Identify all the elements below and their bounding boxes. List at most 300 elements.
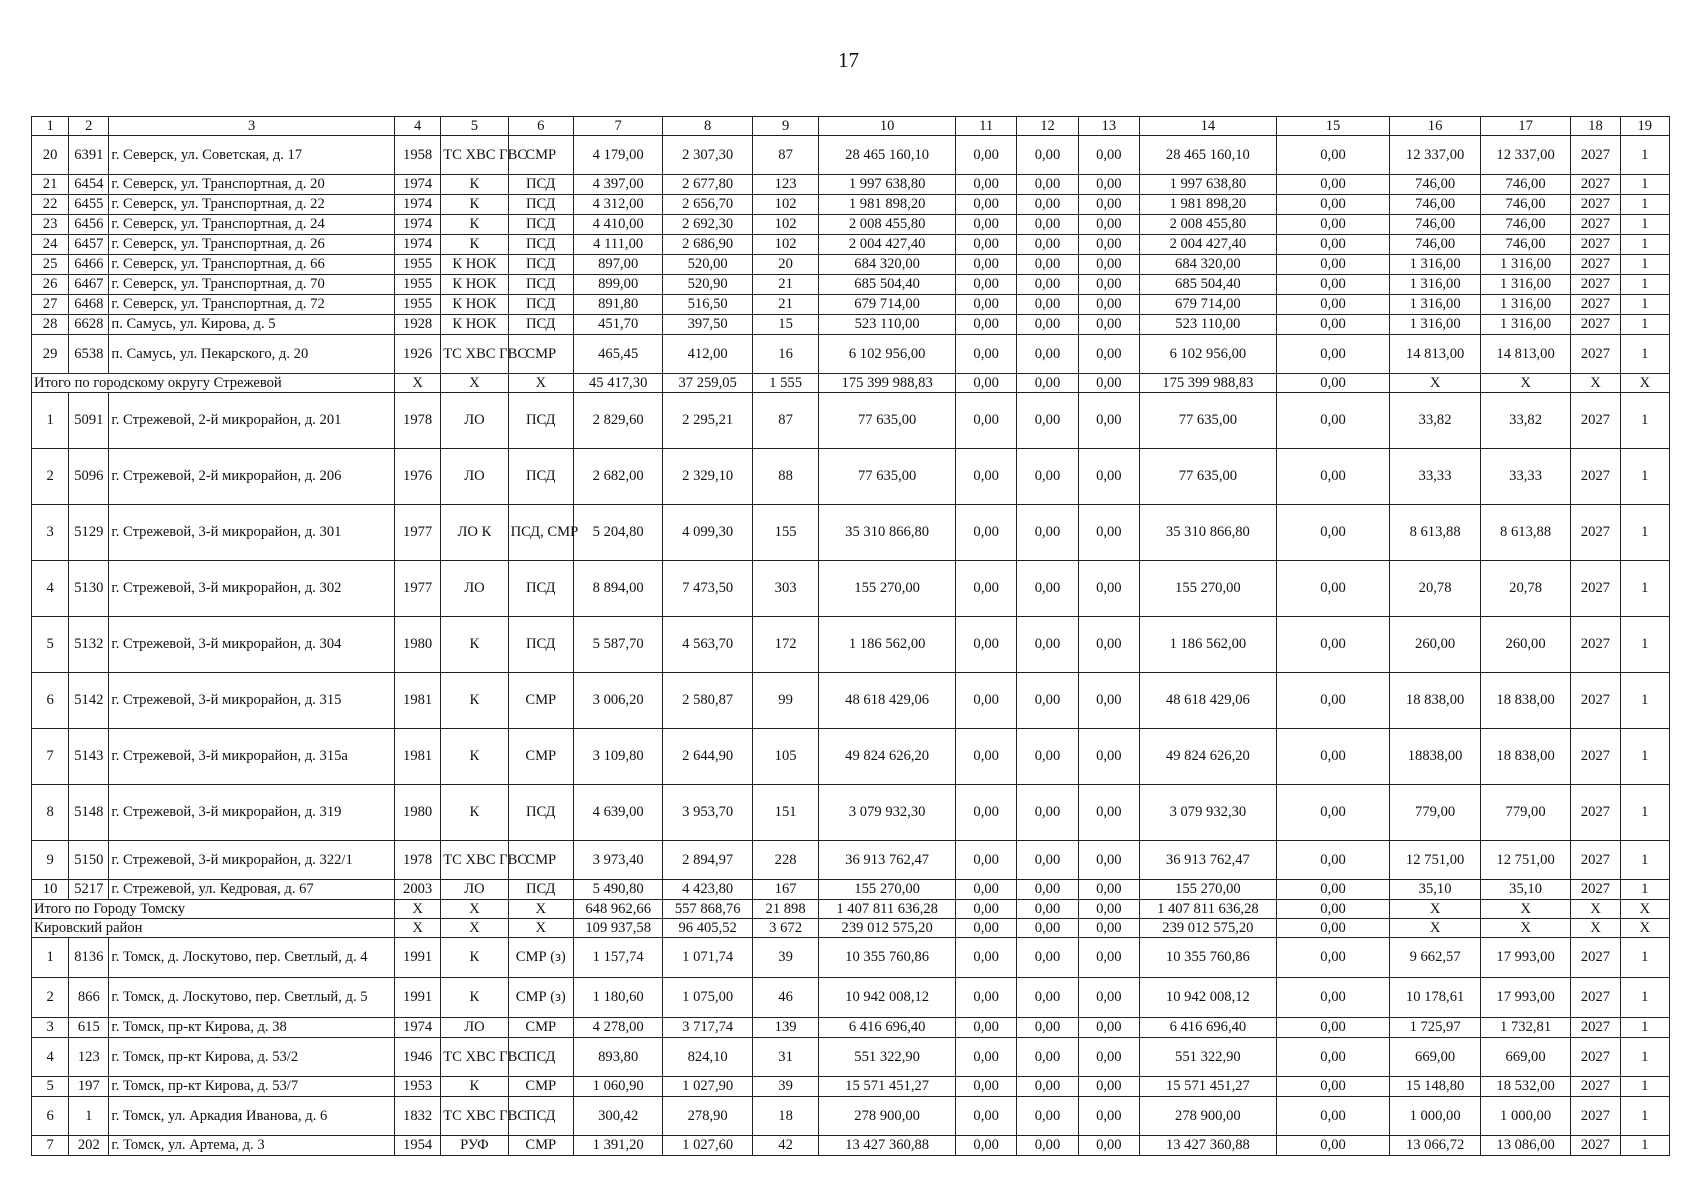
table-cell: 1 [1620,255,1669,275]
table-cell: 648 962,66 [573,900,662,919]
subtotal-label: Итого по городскому округу Стрежевой [32,374,395,393]
table-cell: 13 427 360,88 [819,1136,956,1156]
table-cell: 1 075,00 [663,978,752,1018]
table-cell: Х [508,900,573,919]
table-cell: 4 [32,561,69,617]
table-cell: ЛО [441,393,508,449]
table-cell: 1 732,81 [1480,1018,1570,1038]
table-cell: 20 [32,136,69,175]
table-cell: 6466 [69,255,109,275]
table-cell: 6456 [69,215,109,235]
table-cell: ПСД, СМР [508,505,573,561]
table-cell: ПСД [508,1097,573,1136]
table-cell: 155 270,00 [819,561,956,617]
table-cell: 28 465 160,10 [819,136,956,175]
table-cell: Х [1390,919,1480,938]
table-cell: ПСД [508,175,573,195]
address-cell: г. Северск, ул. Транспортная, д. 22 [109,195,395,215]
table-cell: 88 [752,449,818,505]
table-cell: 0,00 [1078,295,1139,315]
table-cell: 0,00 [1017,374,1078,393]
table-cell: 1 316,00 [1480,275,1570,295]
table-cell: 197 [69,1077,109,1097]
table-cell: 3 079 932,30 [819,785,956,841]
table-cell: 1958 [394,136,440,175]
table-cell: 1 157,74 [573,938,662,978]
table-cell: 8 613,88 [1480,505,1570,561]
table-cell: 0,00 [1078,255,1139,275]
table-cell: 18 [752,1097,818,1136]
table-cell: 1 [1620,175,1669,195]
table-cell: 0,00 [956,1038,1017,1077]
address-cell: г. Стрежевой, 3-й микрорайон, д. 302 [109,561,395,617]
column-number-header: 17 [1480,117,1570,136]
table-cell: 5217 [69,880,109,900]
table-cell: 0,00 [1078,374,1139,393]
table-cell: 1978 [394,841,440,880]
table-cell: 1 981 898,20 [1140,195,1277,215]
table-cell: 0,00 [1078,978,1139,1018]
table-cell: 1954 [394,1136,440,1156]
column-number-header: 2 [69,117,109,136]
table-cell: 6467 [69,275,109,295]
table-cell: 0,00 [956,175,1017,195]
table-cell: Х [394,900,440,919]
table-cell: 0,00 [1078,195,1139,215]
table-cell: 1953 [394,1077,440,1097]
table-cell: 0,00 [1017,315,1078,335]
table-cell: 1 [1620,136,1669,175]
table-cell: 523 110,00 [1140,315,1277,335]
table-cell: 5148 [69,785,109,841]
table-cell: 1980 [394,617,440,673]
table-cell: 10 355 760,86 [1140,938,1277,978]
column-number-header: 4 [394,117,440,136]
table-cell: 4 397,00 [573,175,662,195]
table-cell: К НОК [441,295,508,315]
table-cell: ПСД [508,295,573,315]
table-cell: 4 179,00 [573,136,662,175]
table-cell: 897,00 [573,255,662,275]
table-cell: 26 [32,275,69,295]
table-cell: 0,00 [1276,938,1390,978]
table-cell: 105 [752,729,818,785]
table-cell: 0,00 [956,561,1017,617]
table-cell: 0,00 [1017,561,1078,617]
table-cell: 0,00 [1276,374,1390,393]
table-cell: 0,00 [1276,617,1390,673]
table-cell: 551 322,90 [1140,1038,1277,1077]
table-cell: 28 465 160,10 [1140,136,1277,175]
table-cell: 2 008 455,80 [1140,215,1277,235]
column-number-header: 6 [508,117,573,136]
table-cell: Х [1390,900,1480,919]
table-cell: 0,00 [1017,335,1078,374]
table-cell: 0,00 [1276,978,1390,1018]
table-cell: 1 [1620,938,1669,978]
column-number-header: 19 [1620,117,1669,136]
table-cell: К [441,195,508,215]
table-cell: Х [441,919,508,938]
table-cell: ЛО [441,449,508,505]
table-cell: 2 [32,978,69,1018]
table-cell: СМР (з) [508,978,573,1018]
table-cell: 15 148,80 [1390,1077,1480,1097]
table-cell: 1 [1620,880,1669,900]
table-cell: 1 [1620,1136,1669,1156]
table-cell: 0,00 [1017,1136,1078,1156]
table-cell: Х [1620,374,1669,393]
table-cell: 18 838,00 [1480,729,1570,785]
table-cell: 669,00 [1390,1038,1480,1077]
table-cell: 6391 [69,136,109,175]
table-cell: 551 322,90 [819,1038,956,1077]
table-cell: 3 109,80 [573,729,662,785]
table-cell: 4 423,80 [663,880,752,900]
table-cell: 31 [752,1038,818,1077]
table-cell: 1 407 811 636,28 [819,900,956,919]
table-cell: Х [508,919,573,938]
table-cell: 77 635,00 [819,449,956,505]
table-cell: 15 571 451,27 [1140,1077,1277,1097]
table-cell: 167 [752,880,818,900]
table-cell: 1 [1620,785,1669,841]
address-cell: г. Томск, пр-кт Кирова, д. 38 [109,1018,395,1038]
table-cell: 2027 [1571,335,1620,374]
table-cell: 684 320,00 [1140,255,1277,275]
table-cell: 202 [69,1136,109,1156]
table-cell: 0,00 [956,374,1017,393]
table-cell: 0,00 [1276,505,1390,561]
table-cell: 0,00 [1276,275,1390,295]
table-cell: 0,00 [956,295,1017,315]
table-cell: 0,00 [956,215,1017,235]
table-cell: 1 997 638,80 [819,175,956,195]
table-cell: 0,00 [1276,880,1390,900]
column-number-header: 10 [819,117,956,136]
table-row [32,215,1670,235]
table-cell: 6 416 696,40 [1140,1018,1277,1038]
column-number-header: 15 [1276,117,1390,136]
table-cell: 685 504,40 [819,275,956,295]
table-cell: 33,82 [1390,393,1480,449]
table-cell: СМР [508,729,573,785]
table-cell: 824,10 [663,1038,752,1077]
table-cell: 2027 [1571,1038,1620,1077]
table-cell: 0,00 [1017,1097,1078,1136]
table-cell: 0,00 [1078,1018,1139,1038]
table-cell: ПСД [508,315,573,335]
table-cell: 2 004 427,40 [1140,235,1277,255]
address-cell: г. Томск, пр-кт Кирова, д. 53/7 [109,1077,395,1097]
table-cell: 33,33 [1480,449,1570,505]
table-cell: 1 [1620,1018,1669,1038]
table-cell: 0,00 [1017,235,1078,255]
table-cell: 6 [32,1097,69,1136]
table-cell: 7 [32,729,69,785]
address-cell: г. Стрежевой, 3-й микрорайон, д. 301 [109,505,395,561]
table-cell: 0,00 [1078,841,1139,880]
table-cell: ПСД [508,449,573,505]
table-cell: 123 [752,175,818,195]
table-cell: 16 [752,335,818,374]
table-cell: 899,00 [573,275,662,295]
address-cell: г. Северск, ул. Транспортная, д. 20 [109,175,395,195]
table-cell: 4 563,70 [663,617,752,673]
table-cell: ЛО [441,561,508,617]
table-cell: 0,00 [1017,729,1078,785]
table-cell: 520,90 [663,275,752,295]
table-cell: 15 571 451,27 [819,1077,956,1097]
table-cell: 151 [752,785,818,841]
table-cell: 0,00 [1017,978,1078,1018]
table-cell: 1 [1620,275,1669,295]
table-cell: ПСД [508,215,573,235]
table-cell: 21 [752,295,818,315]
table-cell: 1 [1620,195,1669,215]
table-cell: 557 868,76 [663,900,752,919]
table-cell: 260,00 [1390,617,1480,673]
table-cell: 0,00 [1017,195,1078,215]
table-cell: 175 399 988,83 [1140,374,1277,393]
table-cell: 0,00 [1276,561,1390,617]
table-cell: 1 027,60 [663,1136,752,1156]
table-cell: 1 [1620,393,1669,449]
table-cell: 0,00 [1017,1077,1078,1097]
table-cell: 13 086,00 [1480,1136,1570,1156]
table-cell: Х [441,900,508,919]
table-cell: 2027 [1571,295,1620,315]
table-row [32,255,1670,275]
table-cell: 0,00 [1276,175,1390,195]
table-cell: 4 111,00 [573,235,662,255]
table-cell: 1 316,00 [1390,275,1480,295]
table-cell: 2027 [1571,215,1620,235]
table-cell: Х [1480,900,1570,919]
table-cell: 3 953,70 [663,785,752,841]
table-cell: К [441,978,508,1018]
table-cell: ТС ХВС ГВС [441,136,508,175]
table-row [32,315,1670,335]
address-cell: г. Стрежевой, 3-й микрорайон, д. 315а [109,729,395,785]
table-cell: 0,00 [1276,1097,1390,1136]
table-body [32,117,1670,1156]
table-cell: К [441,938,508,978]
table-cell: 7 473,50 [663,561,752,617]
table-cell: 891,80 [573,295,662,315]
table-cell: 12 337,00 [1390,136,1480,175]
table-cell: 2 008 455,80 [819,215,956,235]
table-cell: 175 399 988,83 [819,374,956,393]
subtotal-row [32,919,1670,938]
table-cell: 6457 [69,235,109,255]
table-cell: 0,00 [1078,1077,1139,1097]
table-cell: 24 [32,235,69,255]
table-cell: 6 416 696,40 [819,1018,956,1038]
table-cell: 0,00 [956,275,1017,295]
table-cell: 779,00 [1480,785,1570,841]
table-cell: 0,00 [1017,900,1078,919]
table-cell: 21 [752,275,818,295]
address-cell: г. Стрежевой, 3-й микрорайон, д. 304 [109,617,395,673]
table-cell: 0,00 [1078,673,1139,729]
table-cell: 0,00 [956,505,1017,561]
table-cell: 866 [69,978,109,1018]
table-cell: 1 [1620,1097,1669,1136]
table-cell: Х [1620,919,1669,938]
table-cell: 278 900,00 [1140,1097,1277,1136]
table-cell: 13 066,72 [1390,1136,1480,1156]
table-row [32,880,1670,900]
table-cell: К [441,215,508,235]
table-row [32,393,1670,449]
table-cell: 10 [32,880,69,900]
table-cell: 669,00 [1480,1038,1570,1077]
table-cell: 0,00 [1017,673,1078,729]
table-cell: 139 [752,1018,818,1038]
table-cell: 5091 [69,393,109,449]
table-cell: 2027 [1571,1077,1620,1097]
table-cell: 0,00 [1078,1136,1139,1156]
table-cell: 0,00 [956,841,1017,880]
column-number-header: 5 [441,117,508,136]
table-cell: 5142 [69,673,109,729]
table-cell: 397,50 [663,315,752,335]
table-cell: ПСД [508,561,573,617]
address-cell: г. Томск, д. Лоскутово, пер. Светлый, д. 5 [109,978,395,1018]
table-cell: Х [1571,900,1620,919]
column-number-header: 14 [1140,117,1277,136]
table-cell: 0,00 [1017,880,1078,900]
table-cell: 8 613,88 [1390,505,1480,561]
table-cell: 35,10 [1390,880,1480,900]
table-cell: 1 316,00 [1390,295,1480,315]
table-cell: 155 [752,505,818,561]
table-cell: СМР (з) [508,938,573,978]
address-cell: г. Томск, ул. Артема, д. 3 [109,1136,395,1156]
table-cell: ПСД [508,617,573,673]
address-cell: г. Стрежевой, 3-й микрорайон, д. 322/1 [109,841,395,880]
table-cell: 10 942 008,12 [1140,978,1277,1018]
table-cell: 35,10 [1480,880,1570,900]
table-cell: 6628 [69,315,109,335]
table-cell: 0,00 [1017,617,1078,673]
table-cell: ТС ХВС ГВС [441,841,508,880]
table-cell: 0,00 [1276,215,1390,235]
table-cell: 102 [752,215,818,235]
table-cell: 39 [752,1077,818,1097]
table-cell: 35 310 866,80 [1140,505,1277,561]
table-cell: 2 329,10 [663,449,752,505]
table-cell: 18 838,00 [1480,673,1570,729]
table-cell: 0,00 [1017,785,1078,841]
table-cell: 0,00 [956,673,1017,729]
table-cell: 48 618 429,06 [819,673,956,729]
table-cell: 14 813,00 [1390,335,1480,374]
table-cell: 1 [1620,235,1669,255]
table-cell: 0,00 [1276,919,1390,938]
table-cell: СМР [508,335,573,374]
table-cell: 2027 [1571,449,1620,505]
table-cell: 1974 [394,215,440,235]
table-cell: ПСД [508,393,573,449]
table-cell: 5129 [69,505,109,561]
table-cell: 2003 [394,880,440,900]
table-cell: 0,00 [1017,1018,1078,1038]
table-cell: 4 410,00 [573,215,662,235]
table-cell: 8 [32,785,69,841]
table-cell: 4 639,00 [573,785,662,841]
table-cell: 102 [752,195,818,215]
table-row [32,1097,1670,1136]
table-cell: 1 316,00 [1390,255,1480,275]
table-cell: Х [1571,374,1620,393]
table-cell: 36 913 762,47 [1140,841,1277,880]
table-cell: 0,00 [1078,505,1139,561]
table-cell: 1 [1620,295,1669,315]
table-cell: 0,00 [956,785,1017,841]
table-cell: СМР [508,673,573,729]
table-cell: 685 504,40 [1140,275,1277,295]
table-cell: 20 [752,255,818,275]
table-cell: 2 004 427,40 [819,235,956,255]
table-cell: СМР [508,841,573,880]
table-cell: ЛО К [441,505,508,561]
table-cell: 5 204,80 [573,505,662,561]
table-cell: 2027 [1571,175,1620,195]
column-number-header: 8 [663,117,752,136]
table-row [32,195,1670,215]
table-cell: ПСД [508,880,573,900]
table-cell: 1 [1620,1077,1669,1097]
table-cell: 109 937,58 [573,919,662,938]
table-cell: 679 714,00 [1140,295,1277,315]
table-cell: 45 417,30 [573,374,662,393]
table-cell: 516,50 [663,295,752,315]
table-cell: 9 662,57 [1390,938,1480,978]
table-cell: 2027 [1571,505,1620,561]
table-cell: 1974 [394,1018,440,1038]
table-cell: 29 [32,335,69,374]
table-cell: 1955 [394,255,440,275]
table-cell: ПСД [508,1038,573,1077]
table-cell: 0,00 [1078,880,1139,900]
table-cell: 5096 [69,449,109,505]
table-cell: 4 [32,1038,69,1077]
table-cell: 4 099,30 [663,505,752,561]
table-cell: 2027 [1571,315,1620,335]
table-cell: 1991 [394,938,440,978]
table-row [32,1038,1670,1077]
table-cell: 155 270,00 [1140,880,1277,900]
table-cell: 0,00 [956,938,1017,978]
column-number-header: 12 [1017,117,1078,136]
table-cell: 3 973,40 [573,841,662,880]
table-cell: 10 942 008,12 [819,978,956,1018]
column-number-header: 13 [1078,117,1139,136]
address-cell: г. Северск, ул. Транспортная, д. 72 [109,295,395,315]
column-number-header: 3 [109,117,395,136]
table-cell: 2027 [1571,673,1620,729]
table-cell: 684 320,00 [819,255,956,275]
table-cell: РУФ [441,1136,508,1156]
table-cell: ПСД [508,195,573,215]
table-cell: 0,00 [1078,919,1139,938]
table-cell: 5 490,80 [573,880,662,900]
table-cell: 1978 [394,393,440,449]
table-cell: 5 [32,617,69,673]
table-cell: 36 913 762,47 [819,841,956,880]
